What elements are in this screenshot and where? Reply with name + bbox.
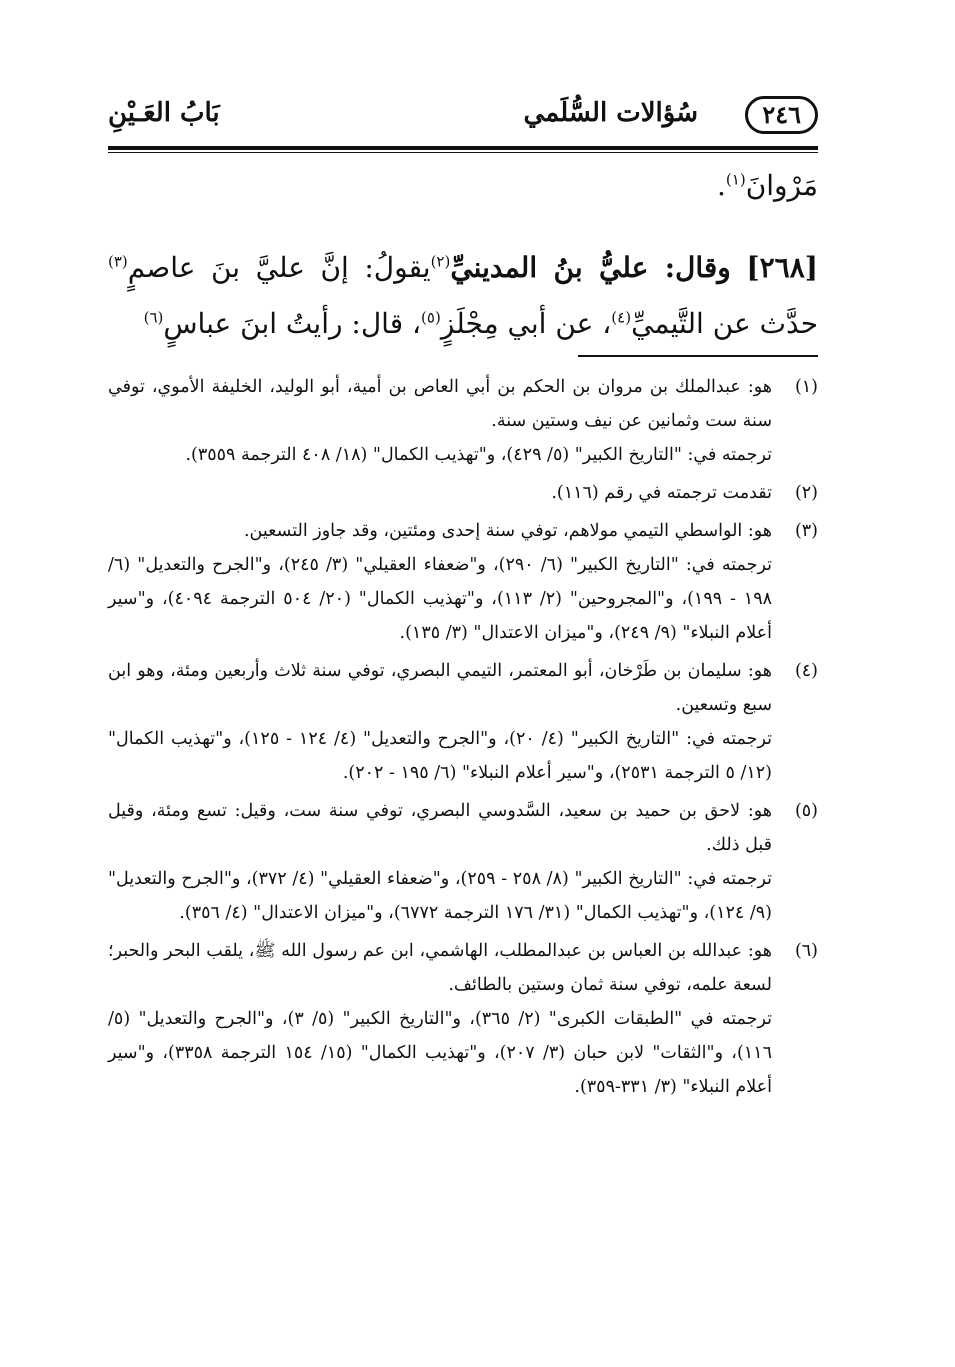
footnote-ref: (٤)	[611, 308, 632, 327]
book-title: سُؤالات السُّلَمي	[523, 98, 698, 128]
footnote-number: (٢)	[794, 483, 818, 503]
footnote-ref: (٢)	[430, 252, 451, 271]
footnote-ref: (٦)	[143, 308, 164, 327]
chapter-title: بَابُ العَـيْنِ	[108, 98, 220, 128]
narration-number: [٢٦٨]	[746, 251, 818, 284]
footnote: (٥) هو: لاحق بن حميد بن سعيد، السَّدوسي البصري، توفي سنة ست، وقيل: تسع ومئة، وقيل قبل ذلك. ترجمته في: "التاريخ الكبير" (٨/ ٢٥٨ - ٢٥٩)، و"ضعفاء العقيلي" (٤/ ٣٧٢)، و"الجرح والتعديل" (٩/ ١٢٤)، و"تهذيب الكمال" (٣١/ ١٧٦ الترجمة ٦٧٧٢)، و"ميزان الاعتدال" (٤/ ٣٥٦).	[108, 794, 818, 930]
footnote-number: (٥)	[794, 801, 818, 821]
page-number-badge: ٢٤٦	[745, 96, 818, 134]
footnote-ref: (٥)	[421, 308, 441, 327]
main-text	[108, 158, 818, 352]
footnote-number: (٦)	[794, 941, 818, 961]
footnote-number: (٣)	[794, 521, 818, 541]
footnote: (٢) تقدمت ترجمته في رقم (١١٦).	[108, 476, 818, 510]
footnote-separator	[578, 355, 818, 357]
continuation-line: مَرْوانَ$^{(١)}$.	[717, 169, 818, 202]
page-header	[108, 86, 818, 142]
footnote: (١) هو: عبدالملك بن مروان بن الحكم بن أبي العاص بن أمية، أبو الوليد، الخليفة الأموي، توفي سنة ست وثمانين عن نيف وستين سنة. ترجمته في: "التاريخ الكبير" (٥/ ٤٢٩)، و"تهذيب الكمال" (١٨/ ٤٠٨ الترجمة ٣٥٥٩).	[108, 370, 818, 472]
narration-paragraph: [٢٦٨] وقال: عليُّ بنُ المدينيِّ$^{(٢)}$يقولُ: إنَّ عليَّ بنَ عاصمٍ$^{(٣)}$ حدَّث عن التَّيميِّ$^{(٤)}$، عن أبي مِجْلَزٍ$^{(٥)}$، قال: رأيتُ ابنَ عباسٍ$^{(٦)}$	[108, 251, 818, 340]
footnote-number: (٤)	[794, 661, 818, 681]
header-rule-thick	[108, 146, 818, 150]
footnote-ref: (٣)	[108, 252, 128, 271]
footnote: (٣) هو: الواسطي التيمي مولاهم، توفي سنة إحدى ومئتين، وقد جاوز التسعين. ترجمته في: "التاريخ الكبير" (٦/ ٢٩٠)، و"ضعفاء العقيلي" (٣/ ٢٤٥)، و"الجرح والتعديل" (٦/ ١٩٨ - ١٩٩)، و"المجروحين" (٢/ ١١٣)، و"تهذيب الكمال" (٢٠/ ٥٠٤ الترجمة ٤٠٩٤)، و"سير أعلام النبلاء" (٩/ ٢٤٩)، و"ميزان الاعتدال" (٣/ ١٣٥).	[108, 514, 818, 650]
footnote-number: (١)	[794, 377, 818, 397]
footnote: (٦) هو: عبدالله بن العباس بن عبدالمطلب، الهاشمي، ابن عم رسول الله ﷺ، يلقب البحر والحبر؛ لسعة علمه، توفي سنة ثمان وستين بالطائف. ترجمته في "الطبقات الكبرى" (٢/ ٣٦٥)، و"التاريخ الكبير" (٥/ ٣)، و"الجرح والتعديل" (٥/ ١١٦)، و"الثقات" لابن حبان (٣/ ٢٠٧)، و"تهذيب الكمال" (١٥/ ١٥٤ الترجمة ٣٣٥٨)، و"سير أعلام النبلاء" (٣/ ٣٣١-٣٥٩).	[108, 934, 818, 1104]
footnotes	[108, 370, 818, 1108]
header-rule-thin	[108, 152, 818, 153]
footnote: (٤) هو: سليمان بن طَرْخان، أبو المعتمر، التيمي البصري، توفي سنة ثلاث وأربعين ومئة، وهو ابن سبع وتسعين. ترجمته في: "التاريخ الكبير" (٤/ ٢٠)، و"الجرح والتعديل" (٤/ ١٢٤ - ١٢٥)، و"تهذيب الكمال" (١٢/ ٥ الترجمة ٢٥٣١)، و"سير أعلام النبلاء" (٦/ ١٩٥ - ٢٠٢).	[108, 654, 818, 790]
